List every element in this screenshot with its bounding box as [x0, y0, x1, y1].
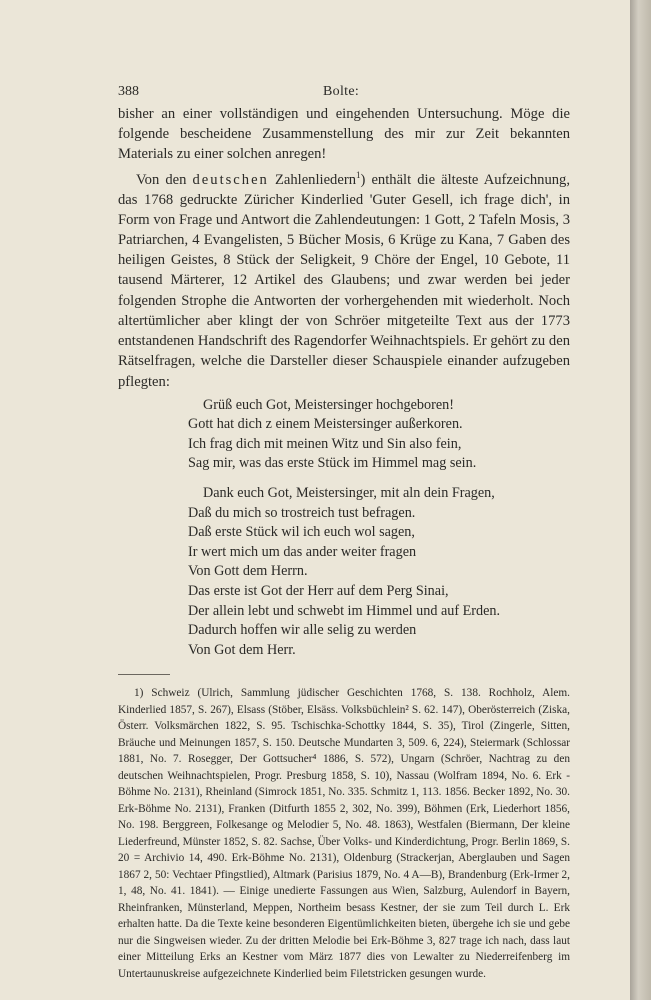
paragraph-2-word: Zahlenliedern	[274, 171, 356, 188]
verse-line: Von Gott dem Herrn.	[188, 563, 308, 580]
page-edge	[630, 0, 651, 1000]
verse-line: Dadurch hoffen wir alle selig zu werden	[188, 622, 417, 639]
verse-line: Der allein lebt und schwebt im Himmel und auf Erden.	[188, 602, 501, 619]
verse-block	[188, 396, 570, 661]
stanza-2	[188, 484, 570, 660]
footnote-divider	[118, 674, 170, 675]
running-title: Bolte:	[323, 84, 360, 99]
paragraph-2-lead: Von den	[136, 171, 187, 188]
footnote-marker: 1	[356, 169, 361, 180]
paragraph-2-rest: ) enthält die älteste Aufzeichnung, das 1768 gedruckte Züricher Kinderlied 'Guter Gesell, ich frage dich', in Form von Frage und Antwort die Zahlendeutungen: 1 Gott, 2 Tafeln Mosis, 3 Patriarchen, 4 Evangelisten, 5 Bücher Mosis, 6 Krüge zu Kana, 7 Gaben des heiligen Geistes, 8 Stück der Seligkeit, 9 Chöre der Engel, 10 Gebote, 11 tausend Märterer, 12 Artikel des Glaubens; und zwar werden bei jeder folgenden Strophe die Antworten der vorhergehenden mit wiederholt. Noch altertümlicher aber klingt der von Schröer mitgeteilte Text aus der 1773 entstandenen Handschrift des Ragendorfer Weihnachtspiels. Er gehört zu den Rätselfragen, welche die Darsteller dieser Schauspiele einander aufzugeben pflegten:	[118, 171, 571, 390]
verse-line: Das erste ist Got der Herr auf dem Perg Sinai,	[188, 583, 449, 600]
footnote: 1) Schweiz (Ulrich, Sammlung jüdischer Geschichten 1768, S. 138. Rochholz, Alem. Kinderlied 1857, S. 267), Elsass (Stöber, Elsäss. Volksbüchlein² S. 62. 147), Oberösterreich (Ziska, Österr. Volksmärchen 1822, S. 95. Tschischka-Schottky 1844, S. 35), Tirol (Zingerle, Sitten, Bräuche und Meinungen 1857, S. 150. Deutsche Mundarten 3, 509. 6, 224), Steiermark (Schlossar 1881, No. 7. Rosegger, Der Gottsucher⁴ 1886, S. 572), Ungarn (Schröer, Nachtrag zu den deutschen Weihnachtspielen, Progr. Presburg 1858, S. 10), Nassau (Wolfram 1894, No. 6. Erk - Böhme No. 2131), Rheinland (Simrock 1851, No. 335. Schmitz 1, 113. 1856. Becker 1892, No. 30. Erk-Böhme No. 2131), Franken (Ditfurth 1855 2, 302, No. 399), Böhmen (Erk, Liederhort 1856, No. 198. Berggreen, Folkesange og Melodier 5, No. 48. 1863), Westfalen (Biermann, Der kleine Liederfreund, Münster 1852, S. 82. Sachse, Über Volks- und Kinderdichtung, Progr. Berlin 1869, S. 20 = Archivio 14, 490. Erk-Böhme No. 2131), Oldenburg (Strackerjan, Aberglauben und Sagen 1867 2, 50: Vechtaer Pfingstlied), Altmark (Parisius 1879, No. 4 A—B), Brandenburg (Erk-Irmer 2, 1, 48, No. 41. 1841). — Einige unedierte Fassungen aus Wien, Salzburg, Aulendorf in Bayern, Rheinfranken, Münsterland, Meppen, Northeim besass Kestner, der sie zum Teil durch L. Erk erhalten hatte. Da die Texte keine besonderen Eigentümlichkeiten bieten, übergehe ich sie und gebe nur die Singweisen wieder. Zu der dritten Melodie bei Erk-Böhme 3, 827 trage ich nach, dass laut einer Mitteilung Erks an Kestner vom März 1877 dies von Lewalter zu Niederreifenberg im Untertaunuskreise aufgezeichnete Kinderlied beim Filetstricken gesungen wurde.	[118, 687, 570, 980]
verse-line: Daß erste Stück wil ich euch wol sagen,	[188, 524, 415, 541]
page-number: 388	[118, 84, 139, 99]
verse-line: Gott hat dich z einem Meistersinger außerkoren.	[188, 416, 463, 433]
paragraph-1: bisher an einer vollständigen und eingehenden Untersuchung. Möge die folgende bescheidene Zusammenstellung des mir zur Zeit bekannten Materials zu einer solchen anregen!	[118, 106, 570, 163]
verse-line: Grüß euch Got, Meistersinger hochgeboren!	[203, 396, 454, 413]
text-block	[118, 84, 570, 982]
paragraph-2-spaced-word: deutschen	[192, 171, 269, 188]
main-text	[118, 104, 570, 392]
running-header	[118, 84, 570, 104]
verse-line: Von Got dem Herr.	[188, 641, 296, 658]
stanza-1	[188, 396, 570, 474]
verse-line: Ir wert mich um das ander weiter fragen	[188, 543, 417, 560]
verse-line: Ich frag dich mit meinen Witz und Sin also fein,	[188, 435, 462, 452]
verse-line: Daß du mich so trostreich tust befragen.	[188, 504, 416, 521]
verse-line: Sag mir, was das erste Stück im Himmel mag sein.	[188, 455, 477, 472]
verse-line: Dank euch Got, Meistersinger, mit aln dein Fragen,	[203, 485, 495, 502]
paragraph-2	[118, 165, 570, 392]
